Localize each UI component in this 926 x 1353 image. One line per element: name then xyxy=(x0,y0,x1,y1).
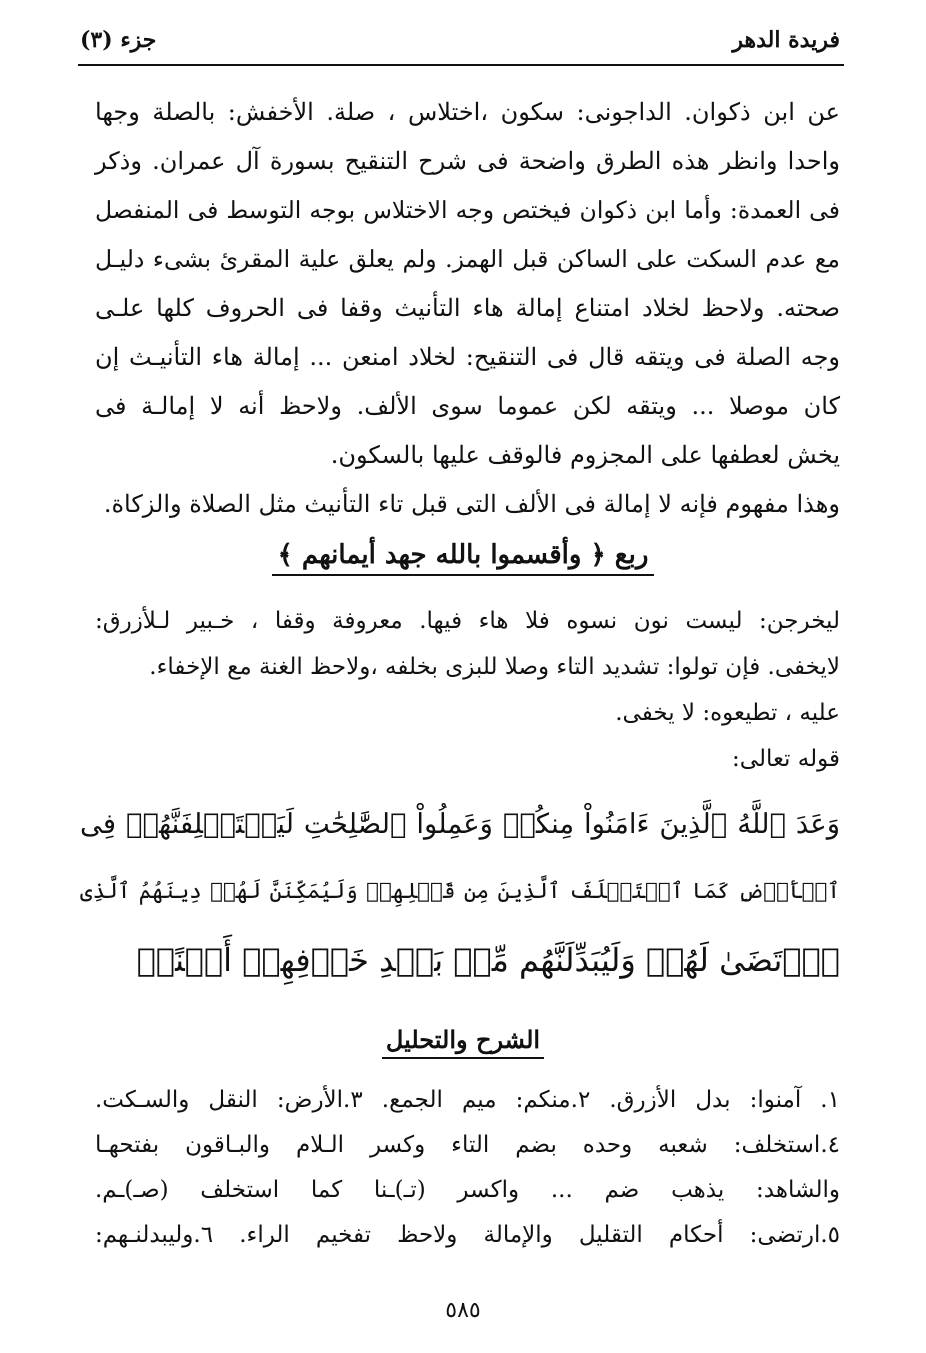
part-label: جزء (٣) xyxy=(80,27,157,53)
text-line: لايخفى. فإن تولوا: تشديد التاء وصلا للبزى بخلفه ،ولاحظ الغنة مع الإخفاء. xyxy=(149,654,840,680)
header-rule xyxy=(78,64,844,66)
text-line: مع عدم السكت على الساكن قبل الهمز. ولم يعلق علية المقرئ بشىء دليـل xyxy=(95,245,840,273)
note-line: ١. آمنوا: بدل الأزرق. ٢.منكم: ميم الجمع. ٣.الأرض: النقل والسـكت. xyxy=(95,1087,840,1113)
text-line: عن ابن ذكوان. الداجونى: سكون ،اختلاس ، صلة. الأخفش: بالصلة وجها xyxy=(95,98,840,126)
text-line: وهذا مفهوم فإنه لا إمالة فى الألف التى قبل تاء التأنيث مثل الصلاة والزكاة. xyxy=(103,490,840,518)
section-heading xyxy=(0,540,926,576)
text-line: كان موصلا ... ويتقه لكن عموما سوى الألف. ولاحظ أنه لا إمالـة فى xyxy=(95,392,840,420)
sub-heading xyxy=(0,1025,926,1059)
paragraph-2 xyxy=(95,598,840,782)
note-line: والشاهد: يذهب ضم ... واكسر (تـ)ـنا كما استخلف (صـ)ـم. xyxy=(95,1177,840,1203)
text-line: فى العمدة: وأما ابن ذكوان فيختص وجه الاختلاس بوجه التوسط فى المنفصل xyxy=(95,196,840,224)
text-line: ليخرجن: ليست نون نسوه فلا هاء فيها. معروفة وقفا ، خـبير لـلأزرق: xyxy=(95,608,840,634)
sub-heading-text: الشرح والتحليل xyxy=(382,1025,544,1059)
note-line: ٥.ارتضى: أحكام التقليل والإمالة ولاحظ تفخيم الراء. ٦.وليبدلنـهم: xyxy=(95,1222,840,1248)
text-line: عليه ، تطيعوه: لا يخفى. xyxy=(615,700,840,726)
text-line: صحته. ولاحظ لخلاد امتناع إمالة هاء التأنيث وقفا فى الحروف كلها علـى xyxy=(95,294,840,322)
quran-verse xyxy=(80,790,840,994)
paragraph-1 xyxy=(95,88,840,529)
text-line: وجه الصلة فى ويتقه قال فى التنقيح: لخلاد امنعن ... إمالة هاء التأنيـث إن xyxy=(95,343,841,371)
verse-line: ٱرۡتَضَىٰ لَهُمۡ وَلَيُبَدِّلَنَّهُم مِّنۢ بَعۡدِ خَوۡفِهِمۡ أَمۡنًاۚ xyxy=(136,941,840,979)
text-line: قوله تعالى: xyxy=(732,746,840,772)
verse-line: وَعَدَ ٱللَّهُ ٱلَّذِينَ ءَامَنُواْ مِنكُمۡ وَعَمِلُواْ ٱلصَّٰلِحَٰتِ لَيَسۡتَخۡلِفَنَّهُمۡ فِى xyxy=(80,808,840,840)
verse-line: ٱلۡأَرۡضِ كَمَا ٱسۡتَخۡلَفَ ٱلَّذِينَ مِن قَبۡلِهِمۡ وَلَيُمَكِّنَنَّ لَهُمۡ دِينَهُمُ ٱلَّذِى xyxy=(80,879,840,904)
text-line: يخش لعطفها على المجزوم فالوقف عليها بالسكون. xyxy=(330,441,840,469)
book-title: فريدة الدهر xyxy=(732,27,840,53)
text-line: واحدا وانظر هذه الطرق واضحة فى شرح التنقيح بسورة آل عمران. وذكر xyxy=(95,147,840,175)
note-line: ٤.استخلف: شعبه وحده بضم التاء وكسر الـلام والبـاقون بفتحهـا xyxy=(95,1132,840,1158)
section-heading-text: ربع ﴿ وأقسموا بالله جهد أيمانهم ﴾ xyxy=(272,540,655,576)
page-header xyxy=(80,22,840,58)
page-number: ٥٨٥ xyxy=(445,1298,481,1323)
notes-list xyxy=(95,1078,840,1258)
